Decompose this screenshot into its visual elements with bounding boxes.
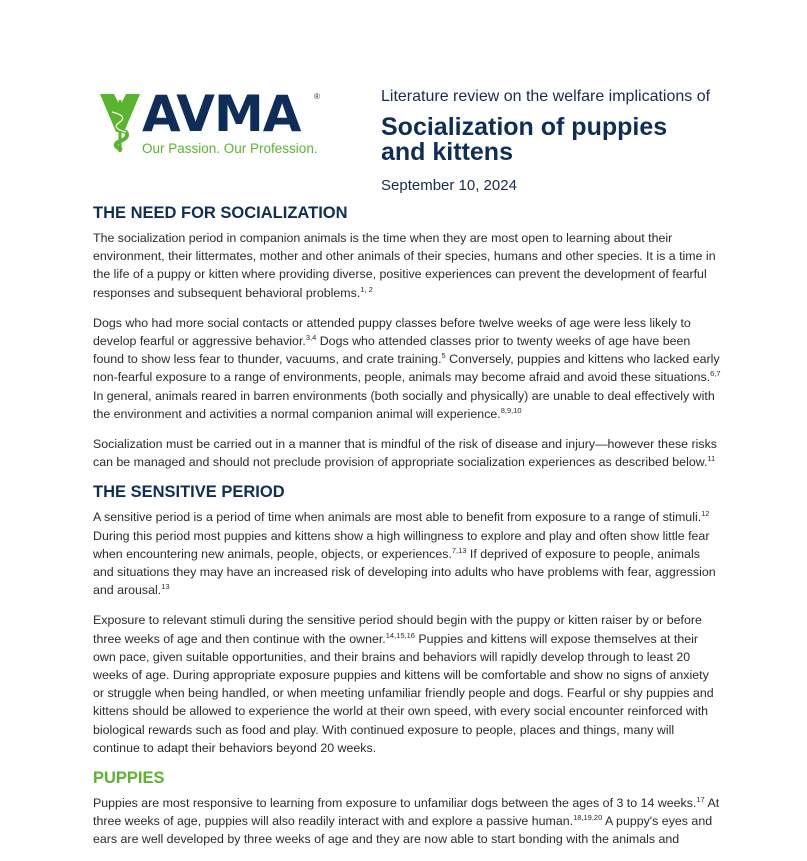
section-heading: THE SENSITIVE PERIOD: [93, 483, 285, 502]
paragraph-text: Exposure to relevant stimuli during the sensitive period should begin with the puppy or kitten raiser by or before three weeks of age and then continue with the owner.: [93, 613, 702, 646]
avma-logo: [100, 85, 340, 158]
citation-superscript: 18,19,20: [573, 813, 603, 823]
document-date: September 10, 2024: [381, 177, 517, 195]
document-subtitle: Literature review on the welfare implications of: [381, 88, 711, 105]
paragraph: [93, 611, 721, 757]
paragraph-text: A puppy's eyes and ears are well developed by three weeks of age and they are now able to start bonding with the animals and: [93, 814, 713, 847]
citation-superscript: 1, 2: [360, 284, 373, 294]
paragraph-text: Puppies are most responsive to learning from exposure to unfamiliar dogs between the ages of 3 to 14 weeks.: [93, 796, 697, 811]
registered-mark: ®: [314, 92, 320, 101]
paragraph: [93, 435, 721, 471]
paragraph: [93, 314, 721, 423]
citation-superscript: 7,13: [451, 545, 467, 555]
citation-superscript: 11: [707, 454, 716, 464]
citation-superscript: 13: [161, 582, 170, 592]
title-line: Socialization of puppies: [381, 113, 668, 142]
paragraph: [93, 229, 721, 302]
citation-superscript: 3,4: [305, 332, 317, 342]
citation-superscript: 8,9,10: [500, 405, 522, 415]
paragraph-text: During this period most puppies and kittens show a high willingness to explore and play and often show little fear when encountering new animals, people, objects, or experiences.: [93, 528, 710, 561]
citation-superscript: 6,7: [710, 369, 721, 379]
document-header: [381, 88, 710, 194]
section-heading: PUPPIES: [93, 769, 165, 788]
title-line: and kittens: [381, 138, 513, 167]
caduceus-icon: [100, 92, 140, 154]
logo-tagline: Our Passion. Our Profession.: [142, 141, 318, 156]
citation-superscript: 12: [701, 509, 710, 519]
paragraph-text: If deprived of exposure to people, animals and situations they may have an increased risk of developing into adults who have problems with fear, aggression and arousal.: [93, 546, 716, 598]
section-heading: THE NEED FOR SOCIALIZATION: [93, 204, 348, 222]
paragraph-text: The socialization period in companion animals is the time when they are most open to learning about their environment, their littermates, mother and other animals of their species, humans and other species. It is a time in the life of a puppy or kitten where providing diverse, positive experiences can prevent the development of fearful responses and subsequent behavioral problems.: [93, 231, 716, 300]
citation-superscript: 5: [441, 351, 446, 361]
document-title: [381, 115, 710, 165]
paragraph-text: At three weeks of age, puppies will also readily interact with and explore a passive human.: [93, 796, 720, 829]
citation-superscript: 17: [696, 794, 705, 804]
paragraph-text: Dogs who attended classes prior to twenty weeks of age have been found to show less fear to thunder, vacuums, and crate training.: [93, 334, 691, 367]
paragraph-text: Dogs who had more social contacts or attended puppy classes before twelve weeks of age were less likely to develop fearful or aggressive behavior.: [93, 315, 691, 349]
citation-superscript: 14,15,16: [385, 630, 415, 640]
paragraph-text: Puppies and kittens will expose themselves at their own pace, given suitable opportunities, and their brains and behaviors will rapidly develop through to least 20 weeks of age. During appropriate exposure puppies and kittens will be comfortable and show no signs of anxiety or struggle when being handled, or when meeting unfamiliar friendly people and dogs. Fearful or shy puppies and kittens should be allowed to experience the world at their own speed, with every social encounter reinforced with biological rewards such as food and play. With continued exposure to people, places and things, many will continue to adapt their behaviors beyond 20 weeks.: [93, 631, 714, 755]
paragraph-text: Conversely, puppies and kittens who lacked early non-fearful exposure to a range of environments, people, animals may become afraid and avoid these situations.: [93, 352, 720, 385]
paragraph-text: A sensitive period is a period of time when animals are most able to benefit from exposure to a range of stimuli.: [93, 510, 702, 525]
document-body: [93, 204, 721, 861]
paragraph-text: In general, animals reared in barren environments (both socially and physically) are unable to deal effectively with the environment and activities a normal companion animal will experience.: [93, 388, 715, 421]
paragraph-text: Socialization must be carried out in a manner that is mindful of the risk of disease and injury—however these risks can be managed and should not preclude provision of appropriate socialization experiences as described below.: [93, 437, 717, 470]
paragraph: [93, 508, 721, 599]
paragraph: [93, 794, 721, 849]
logo-wordmark: AVMA: [142, 85, 301, 143]
